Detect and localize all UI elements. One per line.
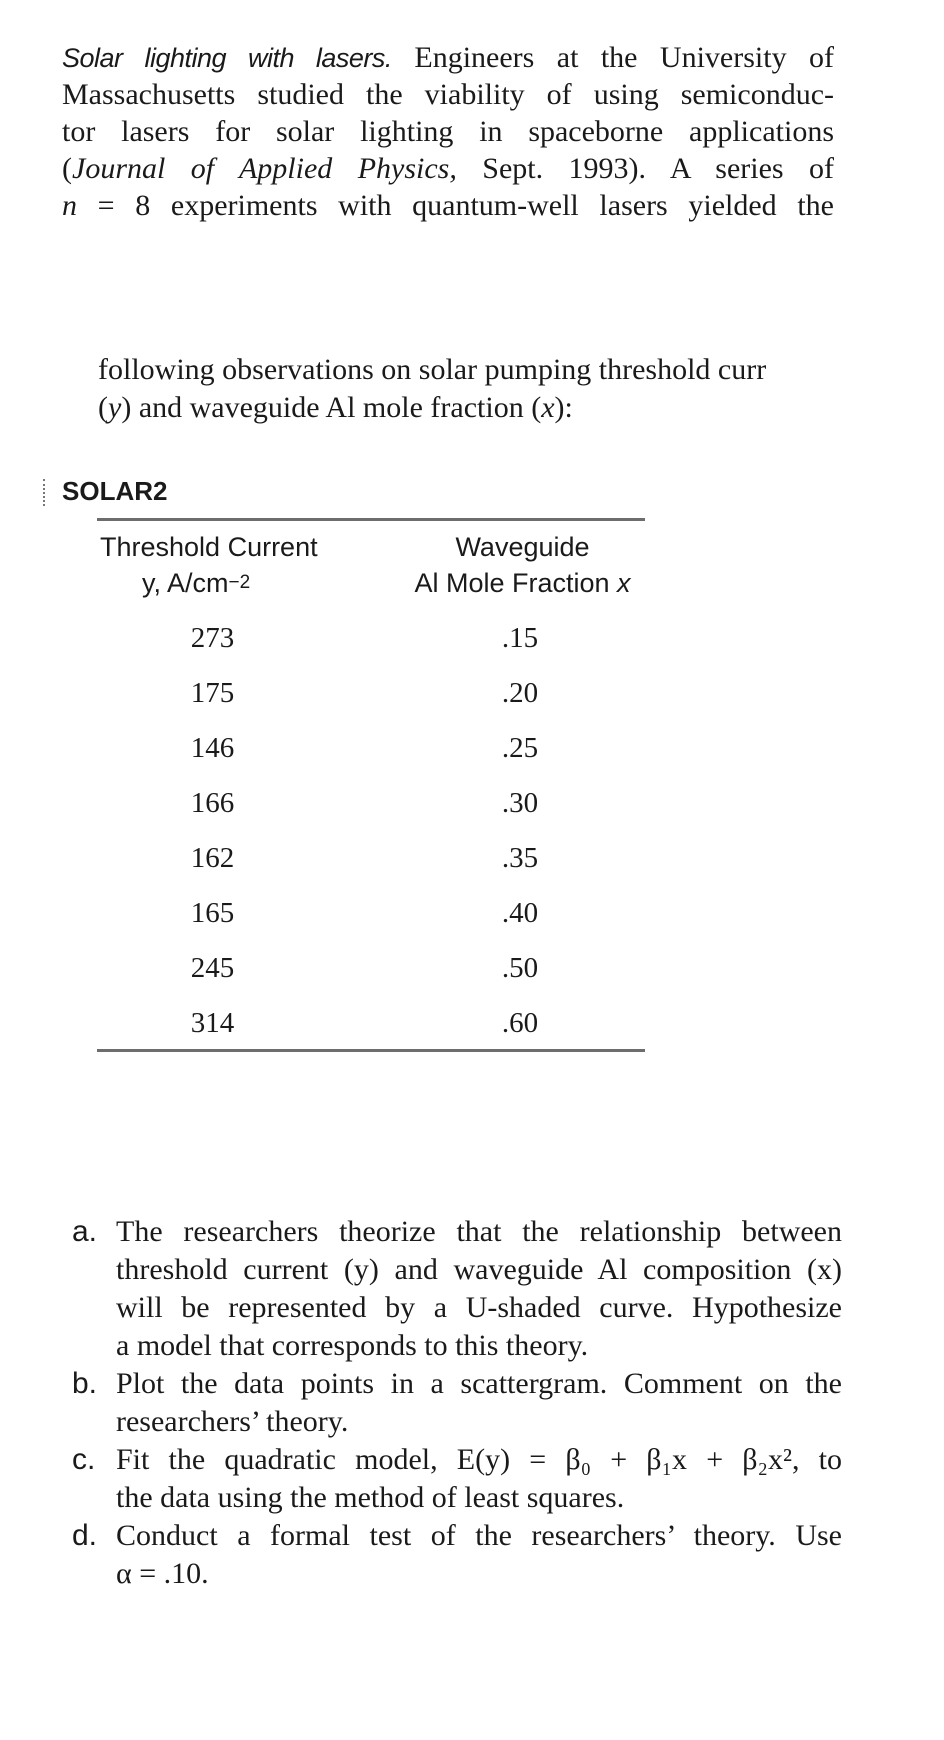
question-d-letter: d. xyxy=(72,1519,98,1552)
table-cell-x: .30 xyxy=(501,787,539,819)
dataset-label: SOLAR2 xyxy=(62,476,168,506)
table-cell-y: 273 xyxy=(190,622,235,654)
table-cell-y: 165 xyxy=(190,897,235,929)
dataset-marker xyxy=(43,479,48,506)
col2-header-variable: x xyxy=(617,568,631,598)
table-cell-y: 175 xyxy=(190,677,235,709)
col1-header-line-1: Threshold Current xyxy=(100,532,318,562)
col2-header-line-1: Waveguide xyxy=(455,532,590,562)
col1-unit-exponent: −2 xyxy=(228,572,251,593)
table-cell-x: .35 xyxy=(501,842,539,874)
intro-line-4-rest: Sept. 1993). A series of xyxy=(482,152,834,185)
question-a-letter: a. xyxy=(72,1215,98,1248)
question-a-line-2: threshold current (y) and waveguide Al composition (x) xyxy=(116,1253,842,1286)
question-a-line-4: a model that corresponds to this theory. xyxy=(116,1329,589,1362)
question-d-line-1: Conduct a formal test of the researchers’ theory. Use xyxy=(116,1519,842,1552)
x-variable: x xyxy=(541,391,555,424)
col1-header-line-2 xyxy=(110,566,342,604)
intro-line-3: tor lasers for solar lighting in spaceborne applications xyxy=(62,115,834,148)
table-cell-y: 314 xyxy=(190,1007,235,1039)
sample-size-variable: n xyxy=(62,189,77,222)
intro-line-2: Massachusetts studied the viability of using semiconduc- xyxy=(62,78,834,111)
paren-open: ( xyxy=(98,391,108,424)
continuation-mid-text: ) and waveguide Al mole fraction ( xyxy=(121,391,542,424)
intro-line-5-rest: = 8 experiments with quantum-well lasers yielded the xyxy=(97,189,834,222)
continuation-line-1: following observations on solar pumping threshold curr xyxy=(98,353,767,386)
question-b-line-1: Plot the data points in a scattergram. Comment on the xyxy=(116,1367,842,1400)
table-cell-y: 245 xyxy=(190,952,235,984)
col2-header-text: Al Mole Fraction xyxy=(414,568,618,598)
table-top-rule xyxy=(97,518,645,521)
question-b-line-2: researchers’ theory. xyxy=(116,1405,349,1438)
exercise-title: Solar lighting with lasers. xyxy=(62,43,392,73)
question-a-line-3: will be represented by a U-shaded curve. Hypothesize xyxy=(116,1291,842,1324)
table-cell-x: .20 xyxy=(501,677,539,709)
intro-line-1-rest: Engineers at the University of xyxy=(414,41,834,74)
question-c-letter: c. xyxy=(72,1443,96,1476)
intro-line-1 xyxy=(62,38,834,78)
question-c-line-1: Fit the quadratic model, E(y) = β₀ + β₁x + β₂x², to xyxy=(116,1443,842,1476)
table-cell-y: 146 xyxy=(190,732,235,764)
intro-paren-open: ( xyxy=(62,152,72,185)
table-cell-y: 162 xyxy=(190,842,235,874)
question-c-line-2: the data using the method of least squares. xyxy=(116,1481,625,1514)
intro-line-4 xyxy=(62,149,834,189)
question-b-letter: b. xyxy=(72,1367,98,1400)
table-cell-x: .25 xyxy=(501,732,539,764)
table-bottom-rule xyxy=(97,1049,645,1052)
table-cell-x: .50 xyxy=(501,952,539,984)
intro-line-5 xyxy=(62,186,834,226)
journal-name: Journal of Applied Physics, xyxy=(72,152,457,185)
question-d-line-2: α = .10. xyxy=(116,1557,209,1590)
col1-unit: y, A/cm xyxy=(142,568,229,598)
table-cell-y: 166 xyxy=(190,787,235,819)
table-cell-x: .15 xyxy=(501,622,539,654)
col2-header-line-2 xyxy=(400,566,645,600)
table-cell-x: .60 xyxy=(501,1007,539,1039)
paren-close: ): xyxy=(554,391,573,424)
question-a-line-1: The researchers theorize that the relationship between xyxy=(116,1215,842,1248)
continuation-line-2 xyxy=(98,388,573,428)
y-variable: y xyxy=(108,391,122,424)
table-cell-x: .40 xyxy=(501,897,539,929)
